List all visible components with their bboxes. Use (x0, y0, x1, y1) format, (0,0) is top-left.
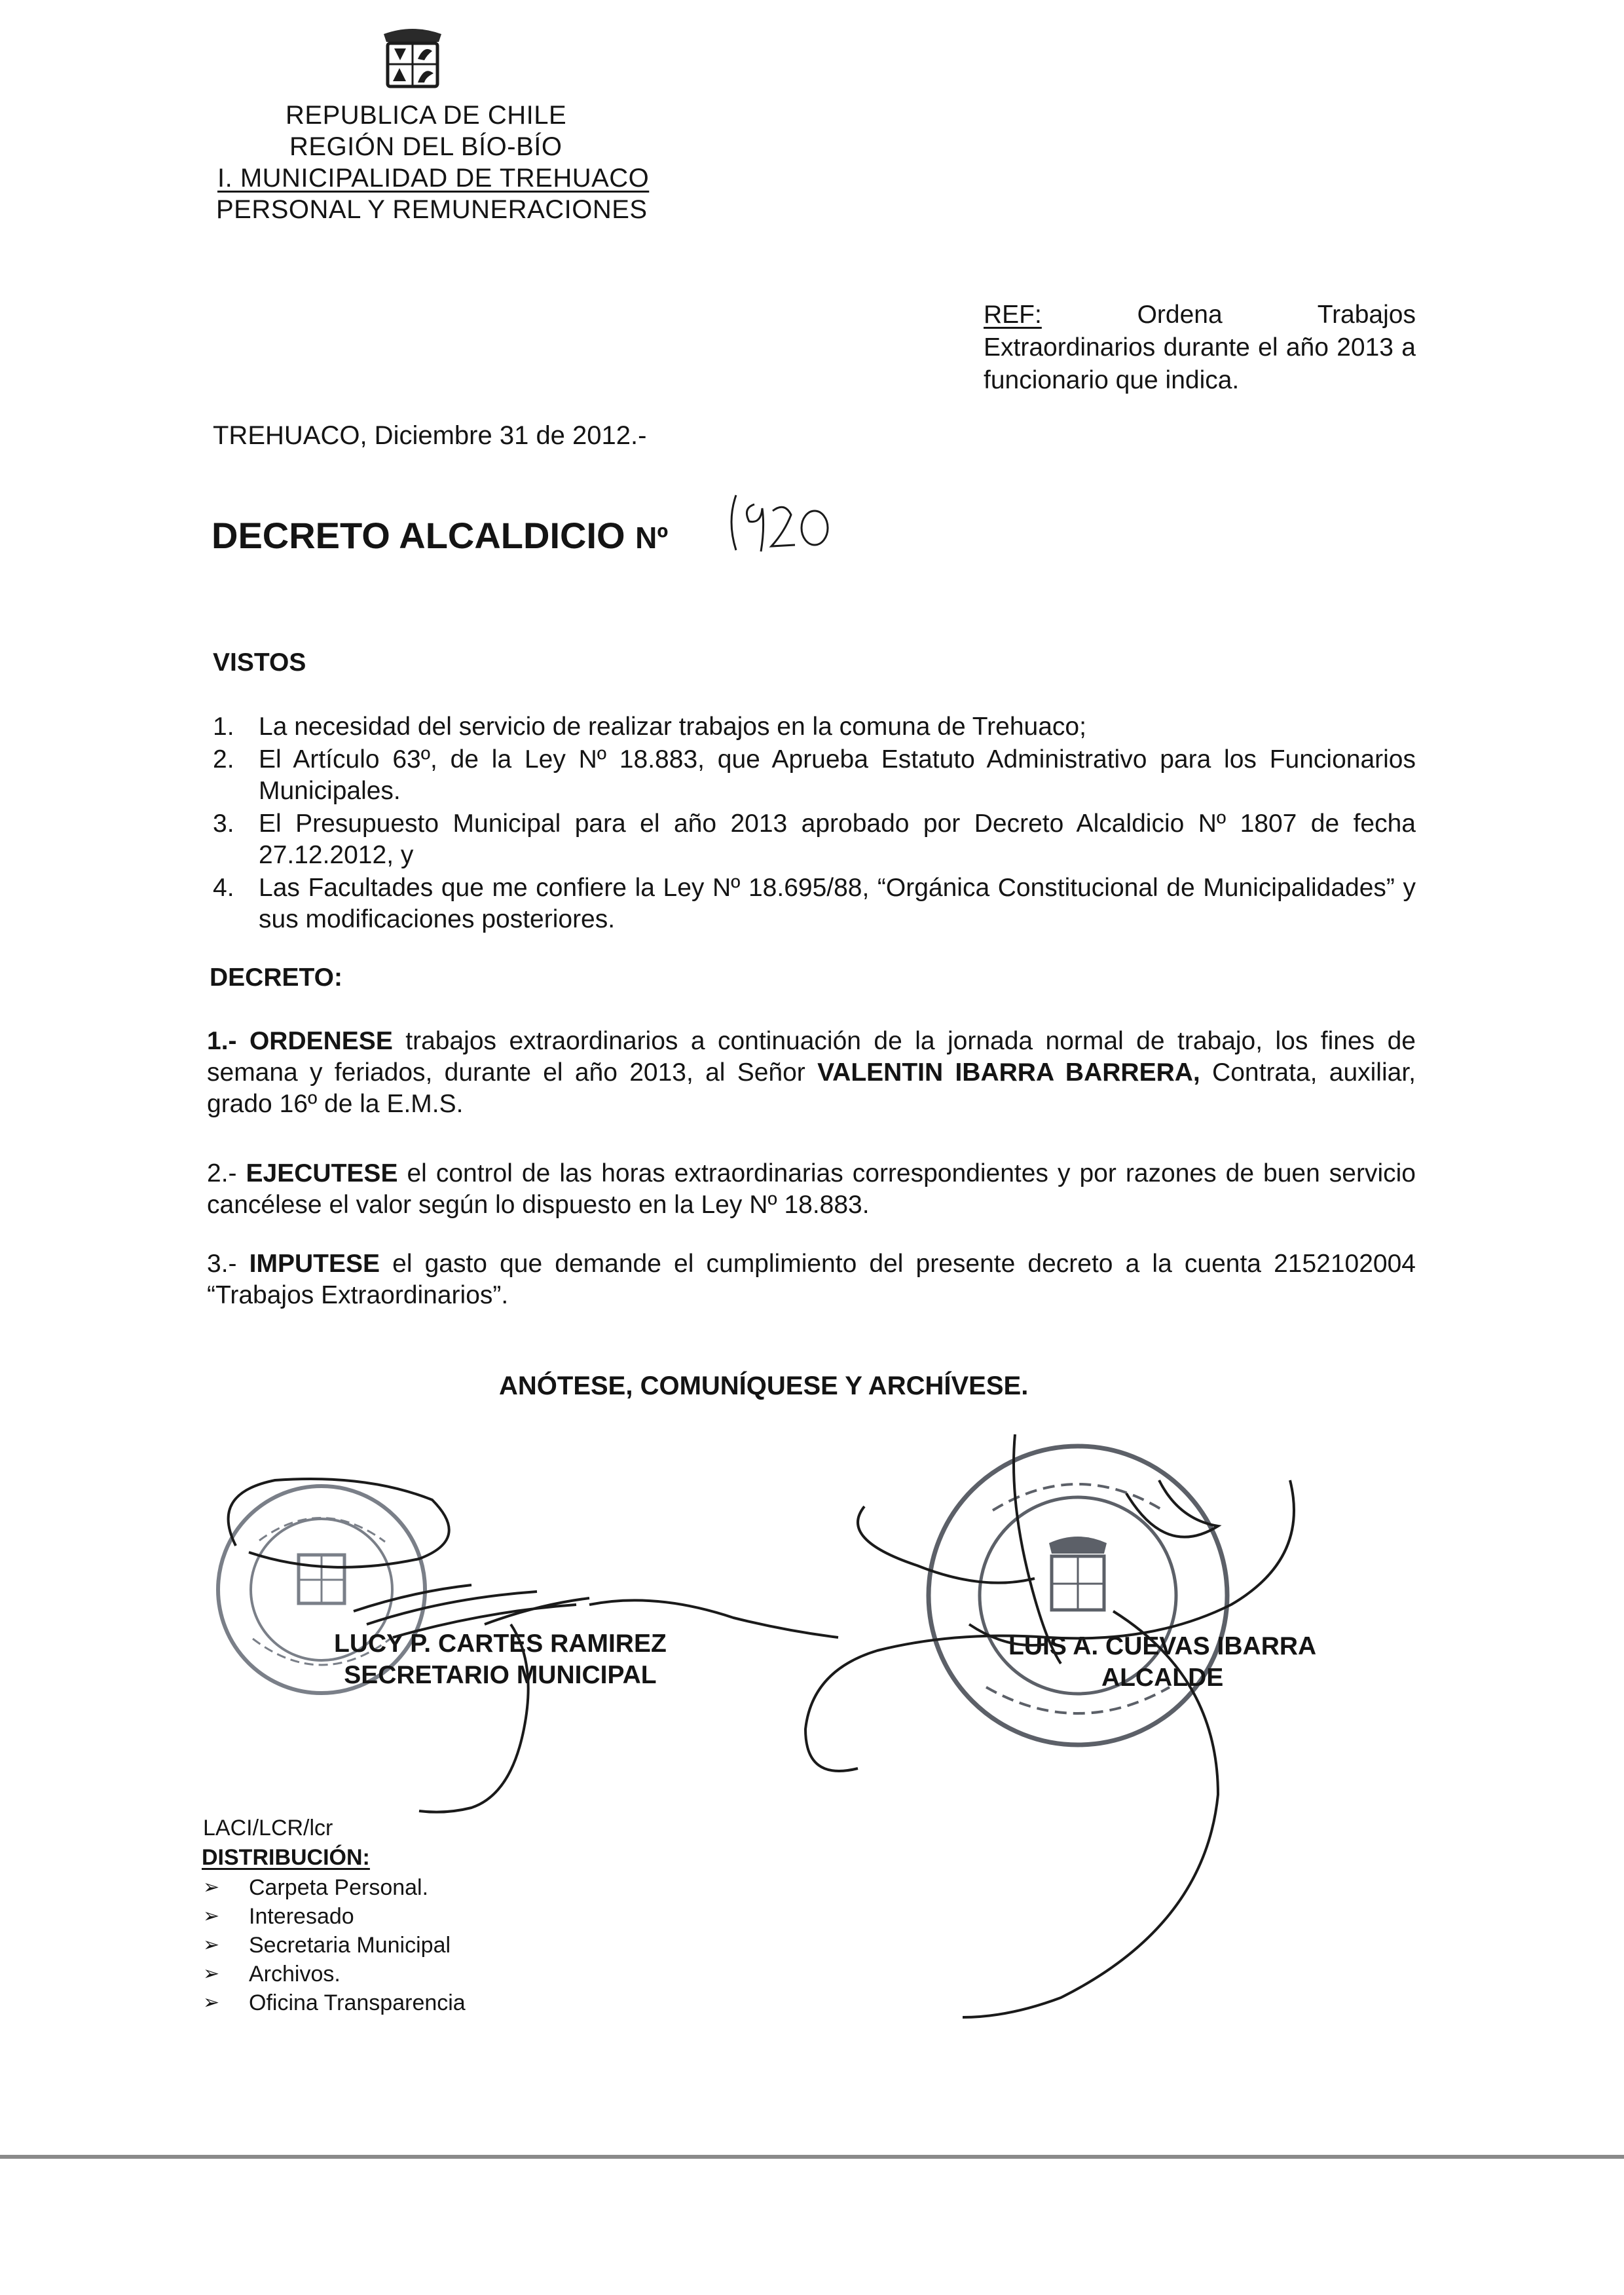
vistos-item: 2. El Artículo 63º, de la Ley Nº 18.883, que Aprueba Estatuto Administrativo para los Funcionarios Municipales. (213, 745, 1416, 805)
reference-label: REF: (984, 301, 1042, 329)
header-municipality: I. MUNICIPALIDAD DE TREHUACO (217, 164, 650, 193)
vistos-list (213, 711, 1416, 935)
reference-block (984, 299, 1416, 397)
decreto-paragraph-2: 2.- EJECUTESE el control de las horas extraordinarias correspondientes y por razones de buen servicio cancélese el valor según lo dispuesto en la Ley Nº 18.883. (207, 1159, 1416, 1219)
scan-bottom-rule (0, 2155, 1624, 2159)
vistos-item: 4. Las Facultades que me confiere la Ley Nº 18.695/88, “Orgánica Constitucional de Municipalidades” y sus modificaciones posteriores. (213, 874, 1416, 933)
handwritten-number-drawing (722, 482, 853, 555)
distribution-item: ➢ Carpeta Personal. (203, 1873, 466, 1902)
mayor-signature (805, 1434, 1294, 2017)
place: TREHUACO (213, 421, 360, 450)
bullet-arrow-icon: ➢ (203, 1934, 220, 1956)
distribution-list (203, 1873, 466, 2017)
vistos-item: 1. La necesidad del servicio de realizar trabajos en la comuna de Trehuaco; (213, 713, 1086, 741)
bullet-arrow-icon: ➢ (203, 1992, 220, 2013)
place-date (213, 420, 646, 451)
distribution-item: ➢ Interesado (203, 1902, 466, 1931)
header-department: PERSONAL Y REMUNERACIONES (216, 195, 648, 224)
bullet-arrow-icon: ➢ (203, 1905, 220, 1927)
header-block (216, 100, 688, 225)
decree-title (212, 513, 668, 561)
distribution-item: ➢ Oficina Transparencia (203, 1988, 466, 2017)
handwritten-decree-number (722, 482, 853, 555)
decreto-heading: DECRETO: (210, 963, 342, 992)
distribution-item: ➢ Secretaria Municipal (203, 1931, 466, 1960)
secretary-signature (229, 1479, 838, 1812)
vistos-heading: VISTOS (213, 648, 306, 677)
closing-formula: ANÓTESE, COMUNÍQUESE Y ARCHÍVESE. (499, 1371, 1029, 1400)
reference-text: Ordena Trabajos Extraordinarios durante el año 2013 a funcionario que indica. (984, 301, 1416, 394)
vistos-item: 3. El Presupuesto Municipal para el año 2013 aprobado por Decreto Alcaldicio Nº 1807 de fecha 27.12.2012, y (213, 810, 1416, 869)
mayor-title: ALCALDE (1101, 1664, 1224, 1692)
distribution-heading: DISTRIBUCIÓN: (202, 1845, 370, 1870)
date: , Diciembre 31 de 2012.- (360, 421, 647, 450)
secretary-name: LUCY P. CARTES RAMIREZ (334, 1630, 667, 1658)
distribution-item: ➢ Archivos. (203, 1960, 466, 1988)
decreto-paragraph-1: 1.- ORDENESE trabajos extraordinarios a continuación de la jornada normal de trabajo, los fines de semana y feriados, durante el año 2013, al Señor VALENTIN IBARRA BARRERA, Contrata, auxiliar, grado 16º de la E.M.S. (207, 1027, 1416, 1118)
decree-title-label: DECRETO ALCALDICIO (212, 515, 625, 556)
header-country: REPUBLICA DE CHILE (286, 101, 567, 130)
decree-number-prefix: Nº (635, 521, 669, 555)
header-region: REGIÓN DEL BÍO-BÍO (289, 132, 563, 161)
bullet-arrow-icon: ➢ (203, 1876, 220, 1898)
secretary-title: SECRETARIO MUNICIPAL (344, 1661, 657, 1689)
initials: LACI/LCR/lcr (203, 1816, 333, 1840)
coat-of-arms-icon (378, 25, 447, 90)
bullet-arrow-icon: ➢ (203, 1963, 220, 1985)
mayor-name: LUIS A. CUEVAS IBARRA (1008, 1632, 1317, 1660)
decreto-paragraph-3: 3.- IMPUTESE el gasto que demande el cumplimiento del presente decreto a la cuenta 2152102004 “Trabajos Extraordinarios”. (207, 1250, 1416, 1309)
